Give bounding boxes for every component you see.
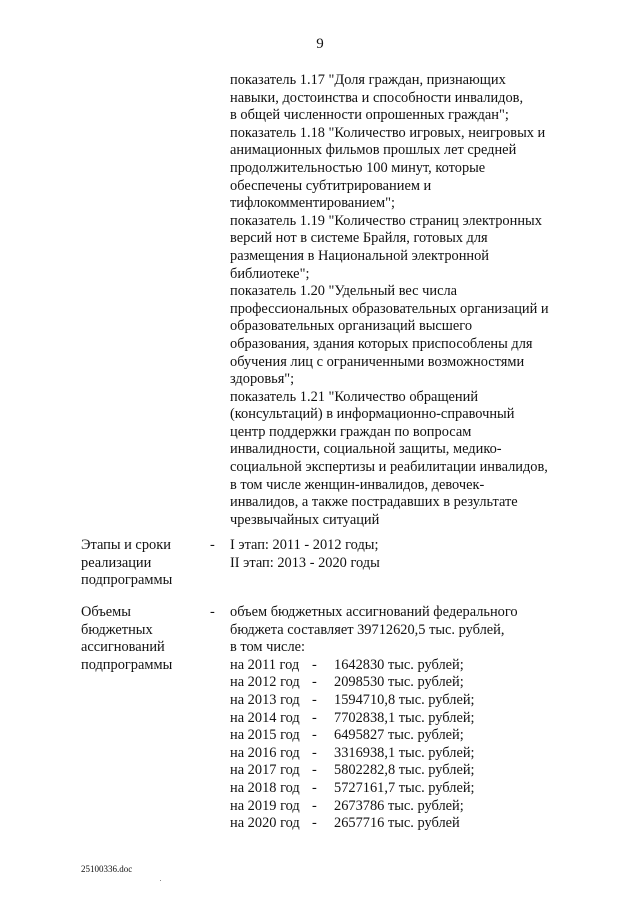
budget-year-separator: -: [312, 727, 317, 744]
scan-speck: [160, 880, 161, 881]
budget-year: на 2020 год: [230, 815, 300, 832]
budget-year-row: [230, 780, 518, 798]
budget-intro-line: в том числе:: [230, 639, 306, 656]
budget-year-amount: 5727161,7 тыс. рублей;: [334, 779, 475, 796]
budget-year-separator: -: [312, 744, 317, 761]
stages-label: [81, 537, 172, 590]
budget-year-separator: -: [312, 797, 317, 814]
budget-label-line: бюджетных: [81, 621, 153, 638]
indicator-line: чрезвычайных ситуаций: [230, 511, 380, 528]
budget-year-amount: 3316938,1 тыс. рублей;: [334, 744, 475, 761]
budget-year-amount: 2657716 тыс. рублей: [334, 815, 460, 832]
indicator-line: продолжительностью 100 минут, которые: [230, 159, 486, 176]
budget-year-amount: 2098530 тыс. рублей;: [334, 674, 464, 691]
indicator-line: в общей численности опрошенных граждан";: [230, 107, 509, 124]
budget-year-amount: 1594710,8 тыс. рублей;: [334, 691, 475, 708]
budget-intro-line: бюджета составляет 39712620,5 тыс. рублей,: [230, 621, 505, 638]
indicator-line: инвалидов, а также пострадавших в результате: [230, 494, 518, 511]
indicator-line: версий нот в системе Брайля, готовых для: [230, 230, 488, 247]
budget-year: на 2015 год: [230, 727, 300, 744]
budget-label: [81, 604, 172, 674]
budget-year-amount: 5802282,8 тыс. рублей;: [334, 762, 475, 779]
indicator-line: обучения лиц с ограниченными возможностями: [230, 353, 525, 370]
budget-year-row: [230, 692, 518, 710]
stages-dash: -: [210, 537, 215, 553]
budget-year: на 2018 год: [230, 779, 300, 796]
budget-year-separator: -: [312, 815, 317, 832]
budget-label-line: ассигнований: [81, 639, 165, 656]
budget-year-row: [230, 710, 518, 728]
budget-year: на 2011 год: [230, 656, 300, 673]
indicator-line: здоровья";: [230, 371, 295, 388]
indicator-line: показатель 1.20 "Удельный вес числа: [230, 283, 458, 300]
budget-year-amount: 6495827 тыс. рублей;: [334, 727, 464, 744]
indicator-line: обеспечены субтитрированием и: [230, 177, 432, 194]
indicator-line: инвалидности, социальной защиты, медико-: [230, 441, 502, 458]
stage-line: I этап: 2011 - 2012 годы;: [230, 537, 379, 553]
page-number: 9: [316, 36, 324, 52]
budget-label-line: Объемы: [81, 604, 131, 620]
budget-intro: [230, 604, 518, 657]
indicator-line: в том числе женщин-инвалидов, девочек-: [230, 476, 485, 493]
budget-year-amount: 2673786 тыс. рублей;: [334, 797, 464, 814]
budget-intro-line: объем бюджетных ассигнований федерального: [230, 604, 518, 620]
budget-label-line: подпрограммы: [81, 656, 173, 673]
budget-year-separator: -: [312, 656, 317, 673]
indicator-line: показатель 1.17 "Доля граждан, признающих: [230, 72, 506, 88]
stages-label-line: подпрограммы: [81, 572, 173, 589]
budget-year-separator: -: [312, 691, 317, 708]
indicator-line: образовательных организаций высшего: [230, 318, 473, 335]
budget-year: на 2017 год: [230, 762, 300, 779]
indicator-line: образования, здания которых приспособлены для: [230, 335, 533, 352]
budget-years-list: [230, 657, 518, 833]
indicator-line: показатель 1.19 "Количество страниц электронных: [230, 212, 542, 229]
indicator-line: центр поддержки граждан по вопросам: [230, 423, 472, 440]
budget-dash: -: [210, 604, 215, 620]
budget-year-row: [230, 657, 518, 675]
budget-year-amount: 7702838,1 тыс. рублей;: [334, 709, 475, 726]
indicator-line: (консультаций) в информационно-справочный: [230, 406, 515, 423]
budget-year-row: [230, 762, 518, 780]
indicators-list: [230, 72, 575, 529]
budget-content: [230, 604, 518, 833]
budget-year-row: [230, 674, 518, 692]
stage-line: II этап: 2013 - 2020 годы: [230, 554, 380, 571]
budget-year-separator: -: [312, 709, 317, 726]
budget-year-row: [230, 798, 518, 816]
budget-year-amount: 1642830 тыс. рублей;: [334, 656, 464, 673]
budget-year: на 2013 год: [230, 691, 300, 708]
indicator-line: показатель 1.21 "Количество обращений: [230, 388, 479, 405]
indicator-line: профессиональных образовательных организаций и: [230, 300, 549, 317]
indicator-line: тифлокомментированием";: [230, 195, 395, 212]
budget-year-separator: -: [312, 674, 317, 691]
budget-year: на 2019 год: [230, 797, 300, 814]
budget-year-row: [230, 745, 518, 763]
indicator-line: размещения в Национальной электронной: [230, 247, 490, 264]
budget-year: на 2016 год: [230, 744, 300, 761]
indicator-line: навыки, достоинства и способности инвалидов,: [230, 89, 524, 106]
budget-year-row: [230, 815, 518, 833]
indicator-line: социальной экспертизы и реабилитации инвалидов,: [230, 459, 548, 476]
budget-year-separator: -: [312, 779, 317, 796]
indicator-line: анимационных фильмов прошлых лет средней: [230, 142, 517, 159]
document-filename: 25100336.doc: [81, 864, 133, 874]
stages-content: [230, 537, 380, 572]
budget-year: на 2012 год: [230, 674, 300, 691]
budget-year: на 2014 год: [230, 709, 300, 726]
stages-label-line: реализации: [81, 554, 152, 571]
stages-label-line: Этапы и сроки: [81, 537, 171, 553]
indicator-line: показатель 1.18 "Количество игровых, неигровых и: [230, 124, 546, 141]
indicator-line: библиотеке";: [230, 265, 310, 282]
budget-year-row: [230, 727, 518, 745]
budget-year-separator: -: [312, 762, 317, 779]
